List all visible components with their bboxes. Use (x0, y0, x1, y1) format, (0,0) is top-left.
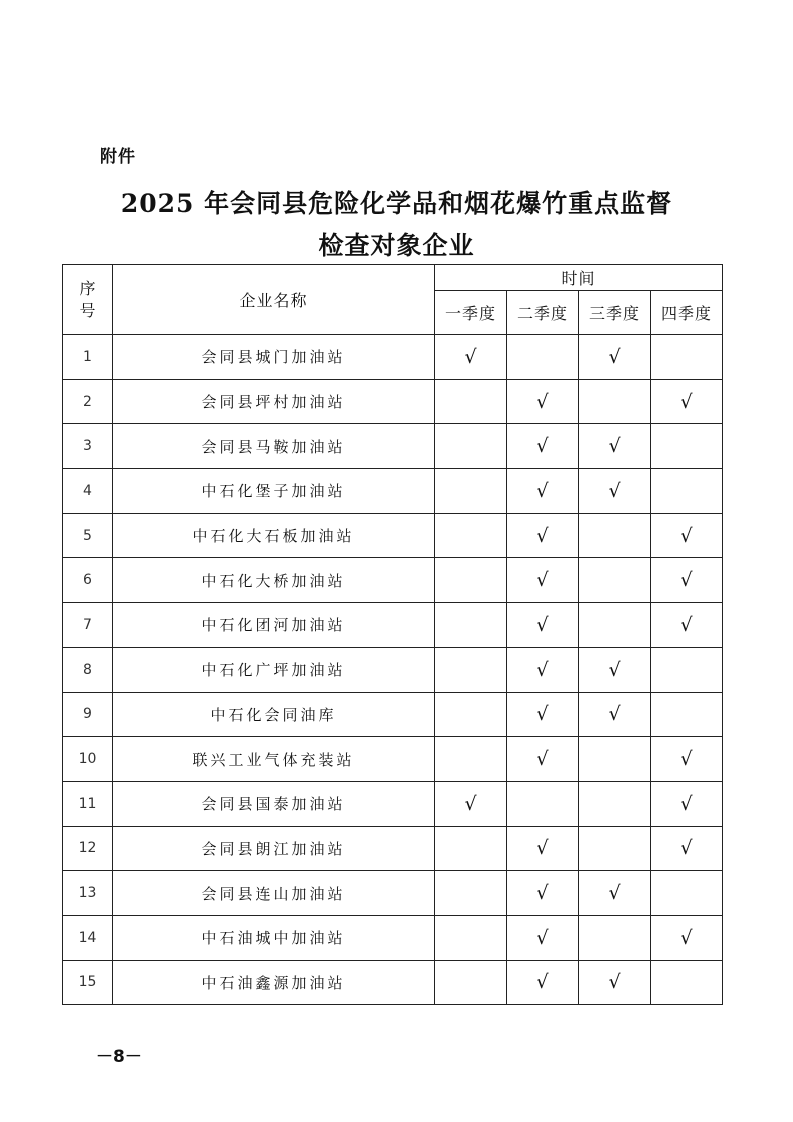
quarter-2-cell (507, 424, 579, 469)
quarter-3-cell (579, 915, 651, 960)
quarter-2-cell (507, 558, 579, 603)
check-mark-icon: √ (536, 971, 549, 994)
quarter-1-cell (435, 871, 507, 916)
check-mark-icon: √ (464, 345, 477, 368)
quarter-1-cell (435, 692, 507, 737)
enterprise-name: 中石化大石板加油站 (113, 513, 435, 558)
quarter-header-1: 一季度 (435, 291, 507, 335)
table-row (63, 737, 723, 782)
check-mark-icon: √ (536, 882, 549, 905)
table-row (63, 871, 723, 916)
quarter-4-cell (651, 647, 723, 692)
table-row (63, 826, 723, 871)
row-number: 6 (63, 558, 113, 603)
header-row-1 (63, 265, 723, 291)
row-number: 11 (63, 781, 113, 826)
row-number: 10 (63, 737, 113, 782)
check-mark-icon: √ (536, 390, 549, 413)
quarter-3-cell (579, 558, 651, 603)
check-mark-icon: √ (536, 926, 549, 949)
enterprise-name: 中石油鑫源加油站 (113, 960, 435, 1005)
check-mark-icon: √ (680, 748, 693, 771)
quarter-4-cell (651, 960, 723, 1005)
table-row (63, 647, 723, 692)
enterprise-name: 会同县马鞍加油站 (113, 424, 435, 469)
enterprise-name: 会同县坪村加油站 (113, 379, 435, 424)
quarter-2-cell (507, 915, 579, 960)
check-mark-icon: √ (536, 748, 549, 771)
quarter-3-cell (579, 737, 651, 782)
quarter-2-cell (507, 871, 579, 916)
check-mark-icon: √ (608, 971, 621, 994)
quarter-4-cell (651, 513, 723, 558)
row-number: 9 (63, 692, 113, 737)
quarter-4-cell (651, 781, 723, 826)
quarter-1-cell (435, 558, 507, 603)
seq-header (63, 265, 113, 335)
check-mark-icon: √ (536, 569, 549, 592)
quarter-3-cell (579, 692, 651, 737)
enterprise-name: 中石化堡子加油站 (113, 469, 435, 514)
row-number: 14 (63, 915, 113, 960)
row-number: 12 (63, 826, 113, 871)
quarter-3-cell (579, 335, 651, 380)
quarter-3-cell (579, 781, 651, 826)
table-row (63, 603, 723, 648)
check-mark-icon: √ (536, 613, 549, 636)
quarter-2-cell (507, 335, 579, 380)
table-row (63, 335, 723, 380)
row-number: 8 (63, 647, 113, 692)
quarter-2-cell (507, 603, 579, 648)
check-mark-icon: √ (608, 703, 621, 726)
check-mark-icon: √ (608, 479, 621, 502)
quarter-2-cell (507, 960, 579, 1005)
quarter-4-cell (651, 871, 723, 916)
quarter-4-cell (651, 558, 723, 603)
row-number: 13 (63, 871, 113, 916)
quarter-header-3: 三季度 (579, 291, 651, 335)
row-number: 7 (63, 603, 113, 648)
enterprise-name: 会同县朗江加油站 (113, 826, 435, 871)
quarter-4-cell (651, 692, 723, 737)
check-mark-icon: √ (608, 435, 621, 458)
row-number: 3 (63, 424, 113, 469)
enterprise-name: 会同县城门加油站 (113, 335, 435, 380)
document-title-line1: 2025 年会同县危险化学品和烟花爆竹重点监督 (120, 189, 673, 218)
quarter-2-cell (507, 379, 579, 424)
check-mark-icon: √ (608, 345, 621, 368)
table-row (63, 781, 723, 826)
row-number: 15 (63, 960, 113, 1005)
quarter-3-cell (579, 960, 651, 1005)
inspection-table (62, 264, 723, 1005)
quarter-2-cell (507, 513, 579, 558)
quarter-2-cell (507, 737, 579, 782)
table-body (63, 335, 723, 1005)
check-mark-icon: √ (536, 703, 549, 726)
quarter-3-cell (579, 469, 651, 514)
enterprise-name: 中石化广坪加油站 (113, 647, 435, 692)
table-row (63, 558, 723, 603)
check-mark-icon: √ (536, 435, 549, 458)
enterprise-name: 会同县国泰加油站 (113, 781, 435, 826)
quarter-header-2: 二季度 (507, 291, 579, 335)
document-title-line2: 检查对象企业 (318, 231, 475, 260)
quarter-2-cell (507, 469, 579, 514)
quarter-1-cell (435, 424, 507, 469)
attachment-label: 附件 (100, 147, 136, 167)
check-mark-icon: √ (680, 926, 693, 949)
quarter-4-cell (651, 424, 723, 469)
check-mark-icon: √ (536, 837, 549, 860)
quarter-1-cell (435, 915, 507, 960)
table-row (63, 960, 723, 1005)
row-number: 4 (63, 469, 113, 514)
quarter-1-cell (435, 960, 507, 1005)
table-row (63, 915, 723, 960)
quarter-2-cell (507, 826, 579, 871)
quarter-3-cell (579, 603, 651, 648)
table-row (63, 513, 723, 558)
quarter-3-cell (579, 647, 651, 692)
quarter-3-cell (579, 826, 651, 871)
quarter-1-cell (435, 781, 507, 826)
quarter-1-cell (435, 826, 507, 871)
name-header: 企业名称 (113, 265, 435, 335)
page-number: －8－ (96, 1047, 142, 1067)
quarter-1-cell (435, 737, 507, 782)
quarter-2-cell (507, 692, 579, 737)
quarter-3-cell (579, 424, 651, 469)
quarter-1-cell (435, 335, 507, 380)
quarter-4-cell (651, 335, 723, 380)
row-number: 2 (63, 379, 113, 424)
enterprise-name: 中石化大桥加油站 (113, 558, 435, 603)
quarter-4-cell (651, 469, 723, 514)
quarter-2-cell (507, 647, 579, 692)
check-mark-icon: √ (608, 882, 621, 905)
quarter-1-cell (435, 647, 507, 692)
quarter-4-cell (651, 737, 723, 782)
table-row (63, 469, 723, 514)
quarter-4-cell (651, 915, 723, 960)
check-mark-icon: √ (680, 390, 693, 413)
enterprise-name: 会同县连山加油站 (113, 871, 435, 916)
quarter-3-cell (579, 379, 651, 424)
enterprise-name: 中石化团河加油站 (113, 603, 435, 648)
quarter-1-cell (435, 603, 507, 648)
check-mark-icon: √ (680, 613, 693, 636)
check-mark-icon: √ (464, 792, 477, 815)
check-mark-icon: √ (680, 524, 693, 547)
check-mark-icon: √ (680, 837, 693, 860)
quarter-header-4: 四季度 (651, 291, 723, 335)
row-number: 1 (63, 335, 113, 380)
quarter-1-cell (435, 379, 507, 424)
time-header: 时间 (435, 265, 723, 291)
quarter-4-cell (651, 826, 723, 871)
quarter-2-cell (507, 781, 579, 826)
table-row (63, 379, 723, 424)
enterprise-name: 联兴工业气体充装站 (113, 737, 435, 782)
check-mark-icon: √ (536, 524, 549, 547)
seq-header-bottom: 号 (79, 300, 96, 320)
quarter-1-cell (435, 469, 507, 514)
check-mark-icon: √ (680, 792, 693, 815)
quarter-3-cell (579, 871, 651, 916)
check-mark-icon: √ (536, 658, 549, 681)
quarter-3-cell (579, 513, 651, 558)
enterprise-name: 中石油城中加油站 (113, 915, 435, 960)
quarter-4-cell (651, 603, 723, 648)
check-mark-icon: √ (680, 569, 693, 592)
check-mark-icon: √ (536, 479, 549, 502)
enterprise-name: 中石化会同油库 (113, 692, 435, 737)
quarter-4-cell (651, 379, 723, 424)
quarter-1-cell (435, 513, 507, 558)
seq-header-top: 序 (79, 278, 96, 298)
table-row (63, 692, 723, 737)
check-mark-icon: √ (608, 658, 621, 681)
row-number: 5 (63, 513, 113, 558)
table-row (63, 424, 723, 469)
